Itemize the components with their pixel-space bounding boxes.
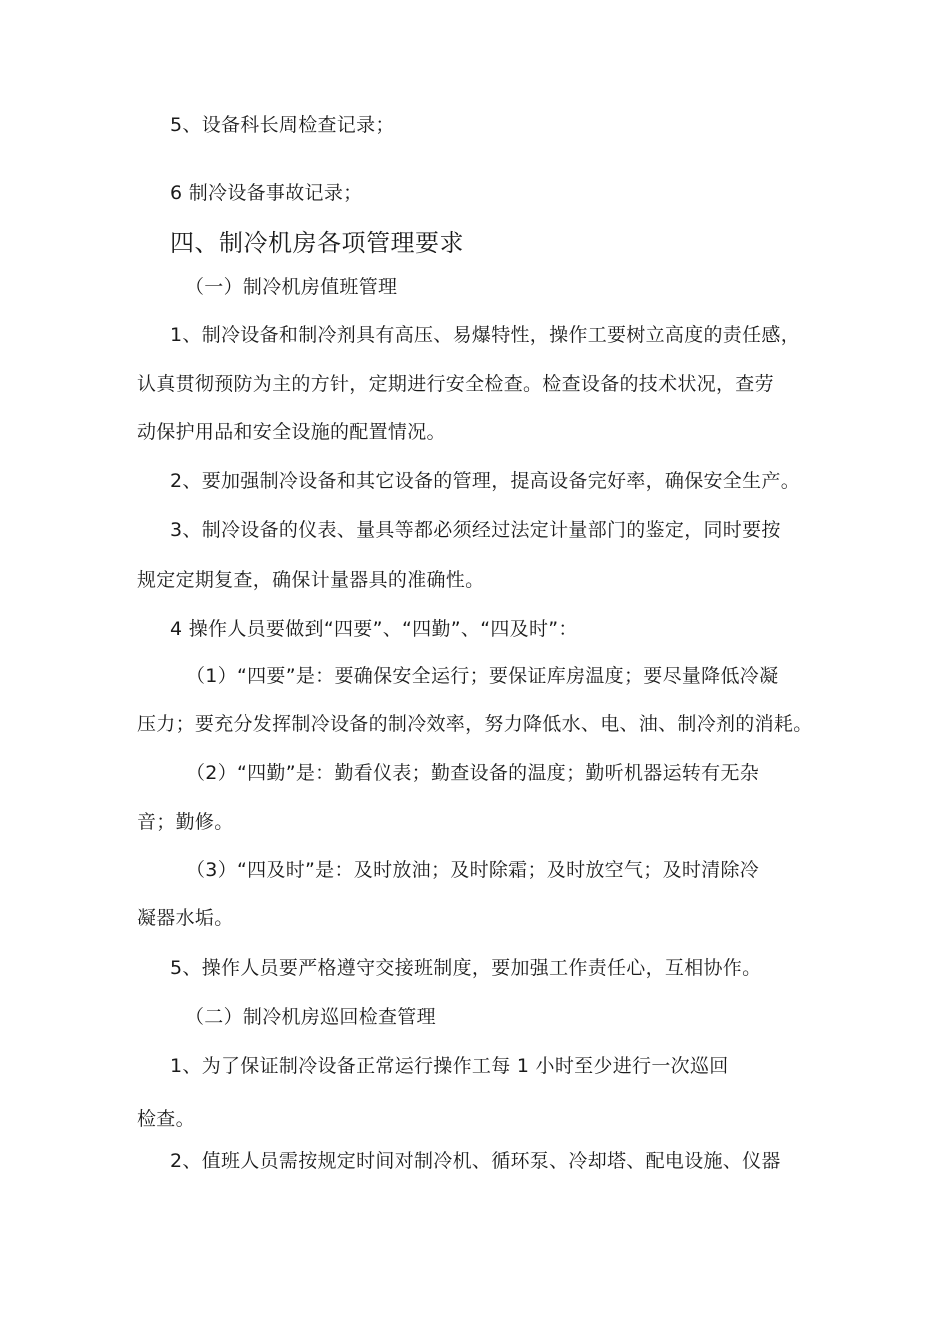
paragraph-line: 4 操作人员要做到“四要”、“四勤”、“四及时”： <box>170 618 578 640</box>
paragraph-line: 规定定期复查，确保计量器具的准确性。 <box>137 569 485 591</box>
paragraph-line: 动保护用品和安全设施的配置情况。 <box>137 421 446 443</box>
paragraph-line: 1、制冷设备和制冷剂具有高压、易爆特性，操作工要树立高度的责任感， <box>170 324 800 346</box>
paragraph-line: （1）“四要”是：要确保安全运行；要保证库房温度；要尽量降低冷凝 <box>186 665 779 687</box>
subsection-heading-2: （二）制冷机房巡回检查管理 <box>185 1006 436 1028</box>
paragraph-line: 凝器水垢。 <box>137 907 234 929</box>
paragraph-line: 认真贯彻预防为主的方针，定期进行安全检查。检查设备的技术状况，查劳 <box>137 373 774 395</box>
paragraph-line: 2、值班人员需按规定时间对制冷机、循环泵、冷却塔、配电设施、仪器 <box>170 1150 781 1172</box>
paragraph-line: 压力；要充分发挥制冷设备的制冷效率，努力降低水、电、油、制冷剂的消耗。 <box>137 713 813 735</box>
section-heading-4: 四、制冷机房各项管理要求 <box>170 229 464 257</box>
paragraph-line: （3）“四及时”是：及时放油；及时除霜；及时放空气；及时清除冷 <box>186 859 760 881</box>
record-item-6: 6 制冷设备事故记录； <box>170 182 363 204</box>
record-item-5: 5、设备科长周检查记录； <box>170 114 395 136</box>
subsection-heading-1: （一）制冷机房值班管理 <box>185 276 398 298</box>
paragraph-line: 检查。 <box>137 1108 195 1130</box>
paragraph-line: （2）“四勤”是：勤看仪表；勤查设备的温度；勤听机器运转有无杂 <box>186 762 760 784</box>
paragraph-line: 音；勤修。 <box>137 811 234 833</box>
paragraph-line: 3、制冷设备的仪表、量具等都必须经过法定计量部门的鉴定，同时要按 <box>170 519 781 541</box>
paragraph-line: 5、操作人员要严格遵守交接班制度，要加强工作责任心，互相协作。 <box>170 957 762 979</box>
paragraph-line: 1、为了保证制冷设备正常运行操作工每 1 小时至少进行一次巡回 <box>170 1055 729 1077</box>
paragraph-line: 2、要加强制冷设备和其它设备的管理，提高设备完好率，确保安全生产。 <box>170 470 800 492</box>
